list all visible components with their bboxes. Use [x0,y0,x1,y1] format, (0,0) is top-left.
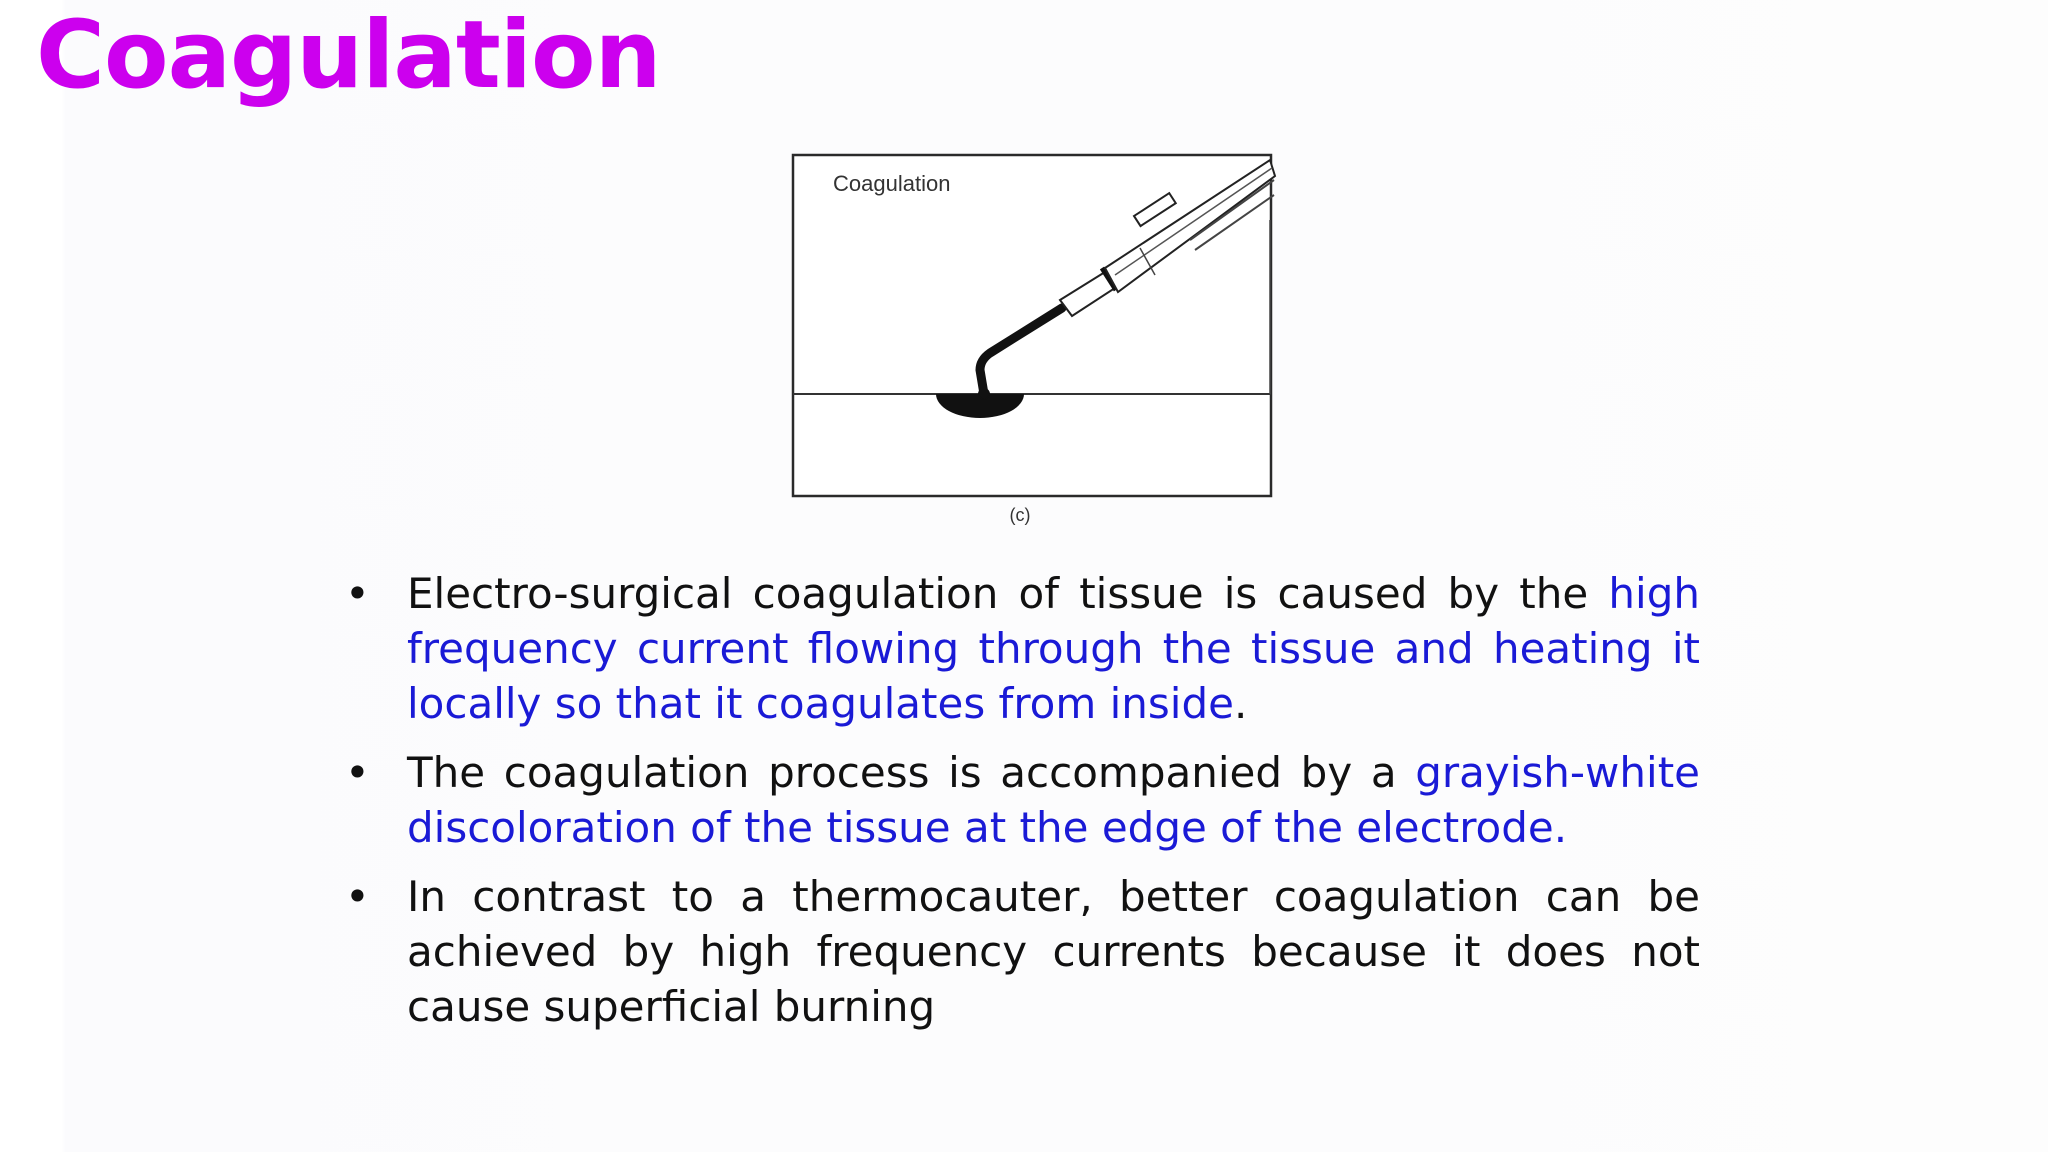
bullet-text: In contrast to a thermocauter, better coagulation can be achieved by high frequency currents because it does not cause superficial burning [407,872,1700,1031]
bullet-item-electrosurgical-coagulation [345,566,1700,731]
bullet-highlight-text: high frequency current flowing through the tissue and heating it locally so that it coagulates from inside [407,569,1700,728]
bullet-icon: • [345,569,370,618]
electrosurgery-diagram [770,140,1290,540]
bullet-text: Electro-surgical coagulation of tissue is caused by the [407,569,1609,618]
bullet-tail-text: . [1233,679,1248,728]
bullet-icon: • [345,748,370,797]
bullet-highlight-text: grayish-white discoloration of the tissue at the edge of the electrode. [407,748,1700,852]
figure-label: Coagulation [833,171,951,196]
slide-title: Coagulation [36,1,661,110]
figure-caption: (c) [1009,505,1031,525]
bullet-text: The coagulation process is accompanied by a [407,748,1416,797]
bullet-list [345,566,1700,1048]
bullet-item-coagulation-process [345,745,1700,855]
coagulation-figure [770,140,1290,540]
bullet-icon: • [345,872,370,921]
bullet-item-thermocauter-contrast [345,869,1700,1034]
